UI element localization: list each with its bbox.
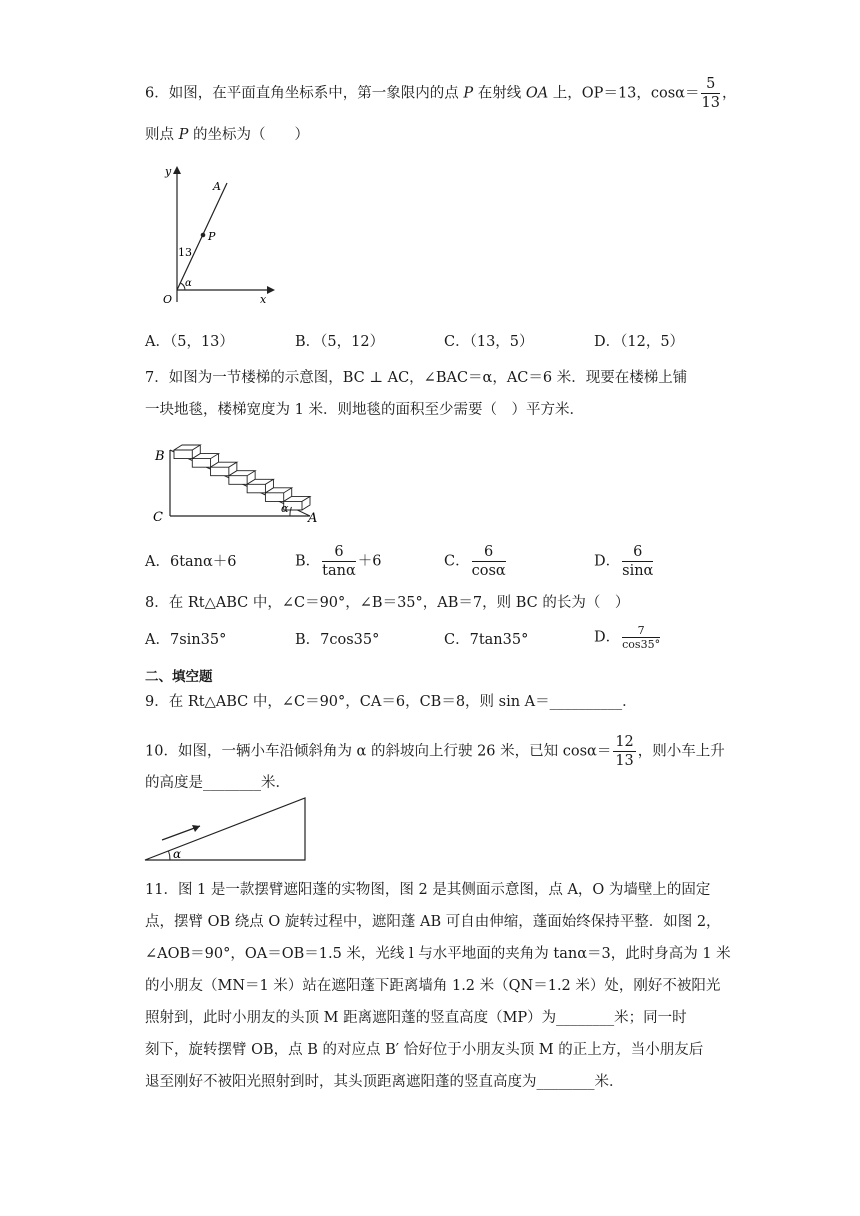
o-label: O [163, 293, 173, 306]
q6-text: 在射线 [473, 85, 526, 102]
q11-line-3: ∠AOB＝90°，OA＝OB＝1.5 米，光线 l 与水平地面的夹角为 tanα＝3，此时身高为 1 米 [145, 946, 731, 962]
a-label: A [213, 180, 221, 193]
q7-b-tail: ＋6 [357, 553, 382, 570]
q6-text: 6．如图，在平面直角坐标系中，第一象限内的点 [145, 85, 464, 102]
q7-c-label: C． [444, 553, 470, 570]
q6-option-d[interactable]: D．（12，5） [594, 334, 685, 350]
q7-option-a[interactable]: A．6tanα＋6 [145, 554, 237, 570]
q8-d-label: D． [594, 629, 621, 646]
q8-option-d[interactable] [594, 624, 662, 651]
y-axis-arrow [173, 166, 181, 174]
c-label: C [153, 510, 163, 525]
q6-figure [155, 158, 280, 310]
q6-option-b[interactable]: B．（5，12） [295, 334, 385, 350]
q6-fraction [701, 75, 719, 112]
q6-text: 则点 [145, 127, 179, 143]
q7-c-den: cosα [471, 563, 506, 579]
q6-text: 上， [548, 85, 582, 102]
q6-frac-num: 5 [701, 75, 719, 94]
q10-text: 10．如图，一辆小车沿倾斜角为 α 的斜坡向上行驶 26 米，已知 cosα＝ [145, 743, 612, 760]
q7-d-label: D． [594, 553, 621, 570]
alpha-arc [169, 851, 171, 860]
q11-line-6: 刻下，旋转摆臂 OB，点 B 的对应点 B′ 恰好位于小朋友头顶 M 的正上方，当小朋友后 [145, 1042, 704, 1058]
q6-point-p: P [178, 127, 189, 143]
q9-line: 9．在 Rt△ABC 中，∠C＝90°，CA＝6，CB＝8，则 sin A＝__________． [145, 694, 637, 710]
q10-frac-den: 13 [615, 753, 634, 769]
q7-option-d[interactable] [594, 543, 655, 580]
q7-c-num: 6 [472, 543, 506, 562]
x-axis-arrow [267, 286, 275, 294]
q7-b-num: 6 [322, 543, 356, 562]
q6-op-eq: OP＝13，cosα＝ [581, 85, 700, 102]
q11-line-2: 点，摆臂 OB 绕点 O 旋转过程中，遮阳蓬 AB 可自由伸缩，蓬面始终保持平整．如图 2， [145, 914, 721, 930]
q7-option-b[interactable] [295, 543, 382, 580]
q11-line-5: 照射到，此时小朋友的头顶 M 距离遮阳蓬的竖直高度（MP）为________米；同一时 [145, 1010, 687, 1026]
slope-triangle [145, 798, 305, 860]
q7-b-frac [322, 543, 356, 580]
q10-frac-num: 12 [615, 734, 634, 750]
q6-line2 [145, 125, 309, 145]
q7-line2: 一块地毯，楼梯宽度为 1 米．则地毯的面积至少需要（ ）平方米． [145, 402, 584, 418]
alpha-label: α [185, 278, 192, 289]
q10-text: ，则小车上升 [637, 743, 725, 760]
a-label: A [308, 511, 318, 526]
b-label: B [155, 449, 165, 464]
q6-point-p: P [463, 85, 474, 102]
q8-line: 8．在 Rt△ABC 中，∠C＝90°，∠B＝35°，AB＝7，则 BC 的长为（ ） [145, 595, 630, 611]
q10-line2: 的高度是________米． [145, 775, 290, 791]
len-label: 13 [178, 246, 192, 259]
q7-b-den: tanα [322, 563, 356, 579]
q8-d-frac [622, 624, 660, 651]
q7-b-label: B． [295, 553, 321, 570]
q11-line-1: 11．图 1 是一款摆臂遮阳蓬的实物图，图 2 是其侧面示意图，点 A，O 为墙壁上的固定 [145, 882, 711, 898]
q6-frac-den: 13 [701, 95, 720, 111]
q7-option-c[interactable] [444, 543, 508, 580]
q7-d-den: sinα [622, 563, 654, 579]
q6-option-c[interactable]: C．（13，5） [444, 334, 534, 350]
y-label: y [165, 165, 172, 178]
q6-text: 的坐标为（ ） [188, 127, 309, 143]
alpha-label: α [281, 502, 289, 515]
q6-line1 [145, 75, 736, 112]
p-label: P [208, 230, 216, 243]
q7-c-frac [472, 543, 506, 580]
q6-text: ， [721, 85, 737, 102]
q7-d-num: 6 [622, 543, 653, 562]
section-title: 二、填空题 [145, 669, 213, 685]
point-p-dot [201, 233, 206, 238]
q11-line-7: 退至刚好不被阳光照射到时，其头顶距离遮阳蓬的竖直高度为________米． [145, 1074, 624, 1090]
alpha-label: α [173, 847, 182, 861]
q11-line-4: 的小朋友（MN＝1 米）站在遮阳蓬下距离墙角 1.2 米（QN＝1.2 米）处，刚好不被阳光 [145, 978, 721, 994]
q10-fraction [613, 733, 635, 770]
q8-d-den: cos35° [622, 638, 661, 651]
q7-line1: 7．如图为一节楼梯的示意图，BC ⊥ AC，∠BAC＝α，AC＝6 米．现要在楼梯上铺 [145, 370, 688, 386]
q6-option-a[interactable]: A．（5，13） [145, 334, 234, 350]
q8-d-num: 7 [622, 624, 660, 638]
q10-slope-figure [140, 790, 315, 865]
q7-staircase-figure [150, 440, 330, 530]
q10-line1 [145, 733, 725, 770]
q8-option-c[interactable]: C．7tan35° [444, 632, 529, 648]
stair-steps [174, 445, 310, 510]
q7-d-frac [622, 543, 653, 580]
q8-option-b[interactable]: B．7cos35° [295, 632, 380, 648]
x-label: x [260, 293, 267, 306]
q8-option-a[interactable]: A．7sin35° [145, 632, 227, 648]
q6-ray-oa: OA [525, 85, 549, 102]
